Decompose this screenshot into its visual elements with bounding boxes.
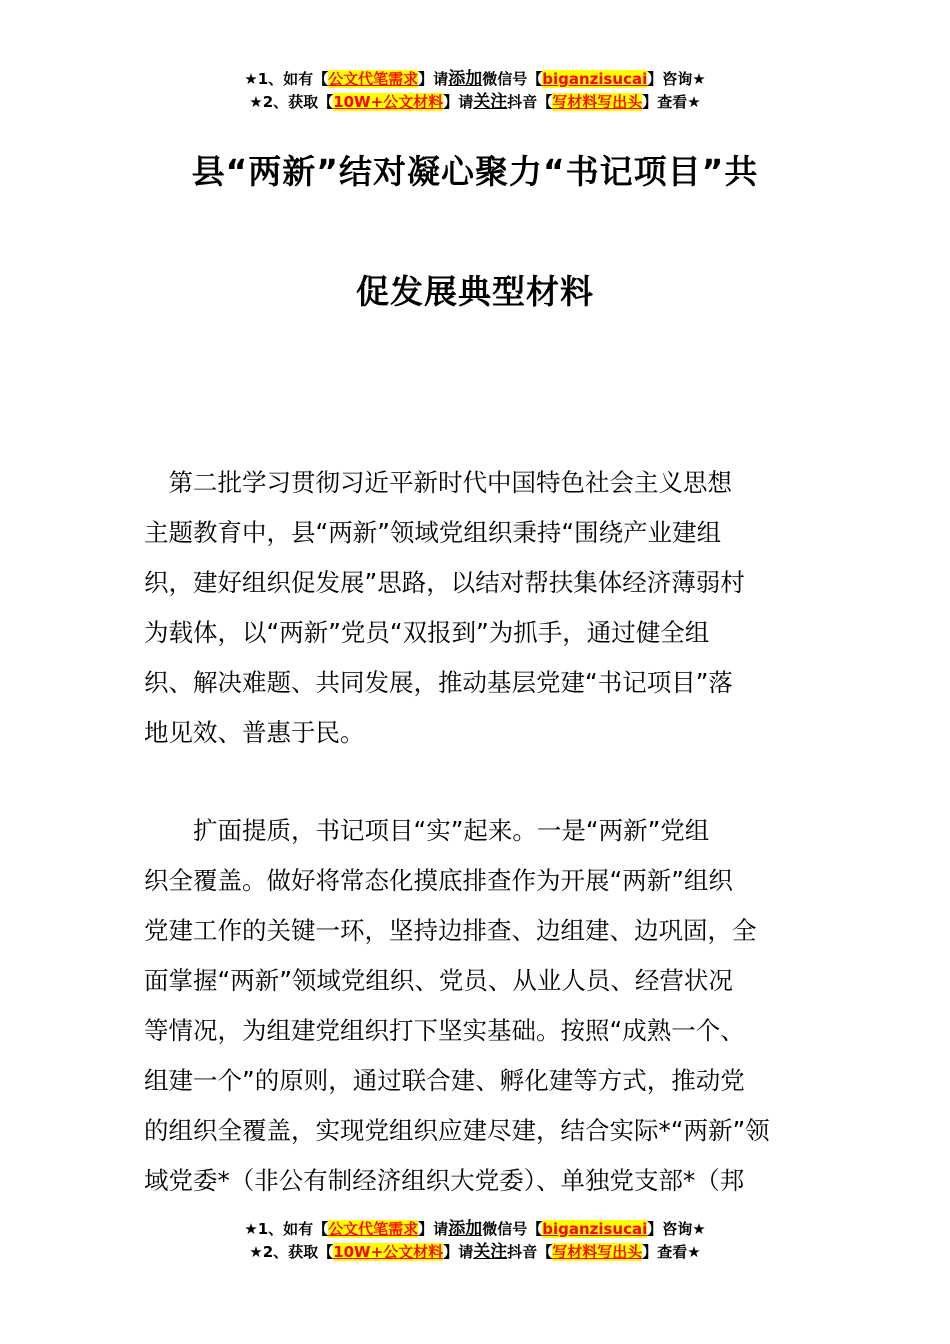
banner-emphasis: 关注 [473, 1242, 508, 1262]
banner-line-2 [0, 91, 950, 114]
text-line: 的组织全覆盖，实现党组织应建尽建，结合实际*“两新”领 [144, 1116, 770, 1145]
banner-text: 】查看★ [642, 93, 701, 111]
banner-highlight: 10W+公文材料 [333, 93, 444, 111]
banner-text: ★2、获取【 [249, 93, 334, 111]
banner-text: 】咨询★ [647, 70, 706, 88]
document-title-line-1: 县“两新”结对凝心聚力“书记项目”共 [191, 152, 759, 191]
banner-text: ★1、如有【 [244, 70, 329, 88]
document-title-line-2: 促发展典型材料 [356, 272, 594, 311]
banner-line-1 [0, 1218, 950, 1241]
banner-text: 】请 [443, 1243, 474, 1261]
banner-text: 】查看★ [642, 1243, 701, 1261]
banner-text: 】咨询★ [647, 1220, 706, 1238]
text-line: 等情况，为组建党组织打下坚实基础。按照“成熟一个、 [144, 1016, 745, 1045]
banner-highlight: 公文代笔需求 [328, 1220, 419, 1238]
text-line: 组建一个”的原则，通过联合建、孵化建等方式，推动党 [144, 1066, 745, 1095]
banner-line-2 [0, 1241, 950, 1264]
banner-text: 】请 [418, 70, 449, 88]
banner-emphasis: 添加 [448, 69, 483, 89]
banner-highlight: biganzisucai [542, 70, 648, 88]
banner-highlight: 10W+公文材料 [333, 1243, 444, 1261]
text-line: 织，建好组织促发展”思路，以结对帮扶集体经济薄弱村 [144, 568, 745, 597]
banner-text: ★2、获取【 [249, 1243, 334, 1261]
banner-text: 抖音【 [507, 93, 553, 111]
text-line: 扩面提质，书记项目“实”起来。一是“两新”党组 [144, 816, 710, 845]
text-line: 第二批学习贯彻习近平新时代中国特色社会主义思想 [144, 468, 732, 497]
banner-emphasis: 添加 [448, 1219, 483, 1239]
banner-text: 微信号【 [482, 1220, 543, 1238]
banner-text: 】请 [418, 1220, 449, 1238]
text-line: 织、解决难题、共同发展，推动基层党建“书记项目”落 [144, 668, 733, 697]
banner-highlight: biganzisucai [542, 1220, 648, 1238]
banner-highlight: 写材料写出头 [552, 1243, 643, 1261]
text-line: 地见效、普惠于民。 [144, 718, 365, 747]
banner-line-1 [0, 68, 950, 91]
text-line: 为载体，以“两新”党员“双报到”为抓手，通过健全组 [144, 618, 710, 647]
top-banner [0, 68, 950, 114]
banner-text: ★1、如有【 [244, 1220, 329, 1238]
banner-highlight: 公文代笔需求 [328, 70, 419, 88]
banner-highlight: 写材料写出头 [552, 93, 643, 111]
bottom-banner [0, 1218, 950, 1264]
text-line: 主题教育中，县“两新”领域党组织秉持“围绕产业建组 [144, 518, 722, 547]
banner-emphasis: 关注 [473, 92, 508, 112]
text-line: 党建工作的关键一环，坚持边排查、边组建、边巩固，全 [144, 916, 757, 945]
banner-text: 微信号【 [482, 70, 543, 88]
banner-text: 】请 [443, 93, 474, 111]
text-line: 域党委*（非公有制经济组织大党委）、单独党支部*（邦 [144, 1166, 745, 1195]
paragraph-intro [144, 458, 808, 758]
banner-text: 抖音【 [507, 1243, 553, 1261]
text-line: 面掌握“两新”领域党组织、党员、从业人员、经营状况 [144, 966, 733, 995]
text-line: 织全覆盖。做好将常态化摸底排查作为开展“两新”组织 [144, 866, 733, 895]
paragraph-section-1 [144, 806, 808, 1206]
